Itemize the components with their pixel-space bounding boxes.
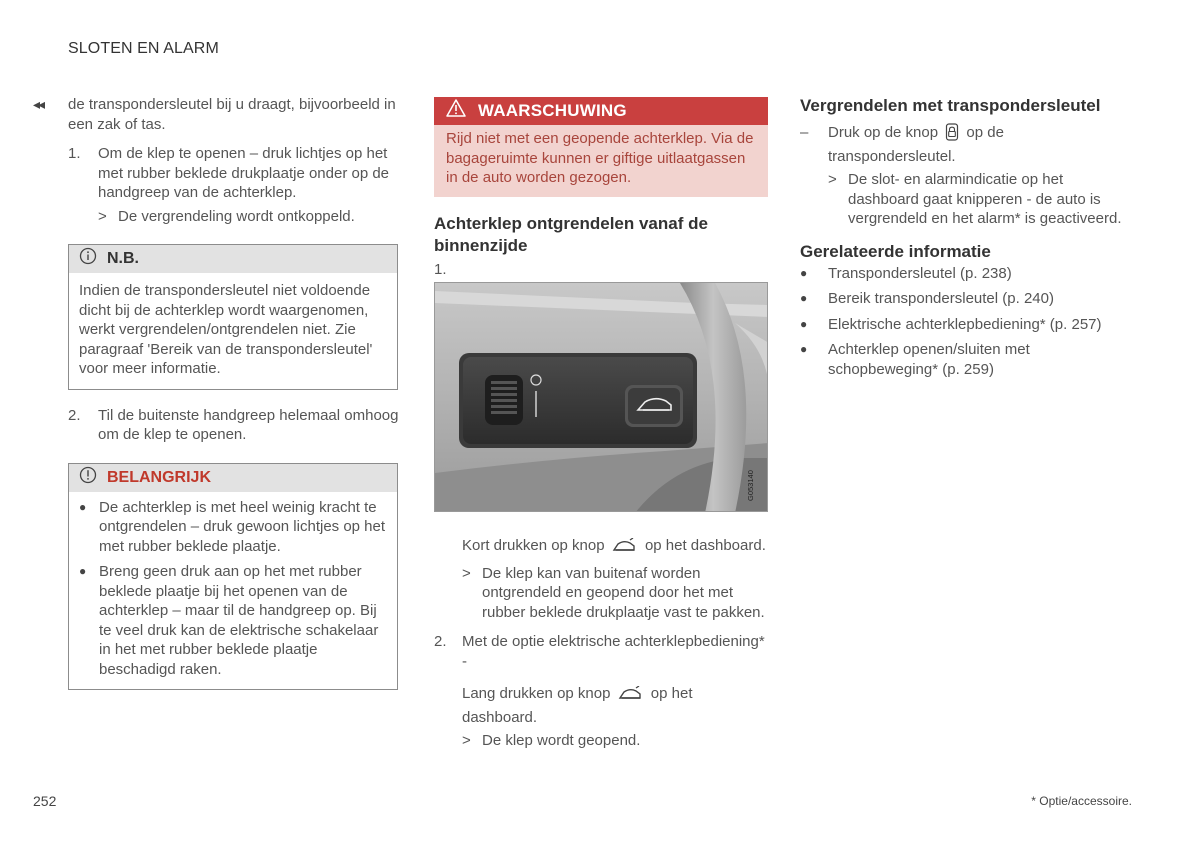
short-press-text-before: Kort drukken op knop (462, 537, 605, 554)
long-press-line (462, 684, 768, 727)
result-text: De slot- en alarmindicatie op het dashboard gaat knipperen - de auto is vergrendeld en het alarm* is geactiveerd. (848, 171, 1122, 227)
step-number: 2. (68, 406, 81, 424)
tailgate-icon (612, 538, 638, 560)
info-icon (79, 247, 97, 271)
nb-box (68, 244, 398, 390)
related-list (800, 264, 1132, 380)
lock-key-icon (945, 123, 959, 147)
result-marker: > (828, 171, 837, 188)
step-number: 1. (434, 260, 447, 278)
column-right (800, 95, 1132, 385)
related-link[interactable] (800, 264, 1132, 284)
step-item (68, 406, 403, 445)
related-link[interactable] (800, 289, 1132, 309)
result-text: De vergrendeling wordt ontkoppeld. (118, 207, 355, 225)
section-heading-lock: Vergrendelen met transpondersleutel (800, 96, 1101, 115)
result-text: De klep wordt geopend. (482, 732, 641, 749)
bullet-text: De achterklep is met heel weinig kracht te ontgrendelen – druk gewoon lichtjes op het met rubber beklede plaatje. (99, 498, 386, 555)
dash-item-text (828, 123, 1132, 166)
warning-title: WAARSCHUWING (478, 101, 627, 121)
continuation-paragraph (33, 95, 403, 134)
dash-text-before: Druk op de knop (828, 124, 939, 141)
long-press-text-before: Lang drukken op knop (462, 685, 611, 702)
related-link[interactable] (800, 315, 1132, 335)
step-item (68, 144, 403, 203)
step-number: 1. (68, 145, 81, 162)
bullet-item (79, 562, 387, 679)
column-middle (434, 97, 768, 751)
footnote: * Optie/accessoire. (1031, 794, 1132, 808)
bullet-item (79, 498, 387, 557)
bullet-dot: ● (800, 342, 808, 356)
image-code: G053140 (746, 470, 755, 501)
step-text: Om de klep te openen – druk lichtjes op het met rubber beklede drukplaatje onder op de handgreep van de achterklep. (98, 145, 390, 201)
tailgate-icon (618, 686, 644, 708)
bullet-dot: ● (800, 316, 808, 331)
section-heading: Achterklep ontgrendelen vanaf de binnenzijde (434, 213, 708, 255)
important-title: BELANGRIJK (107, 468, 212, 486)
page-header: SLOTEN EN ALARM (68, 40, 219, 57)
dash-marker: – (800, 124, 809, 141)
warning-text: Rijd niet met een geopende achterklep. Via de bagageruimte kunnen er giftige uitlaatgassen in de auto worden gezogen. (434, 125, 768, 197)
related-link[interactable] (800, 340, 1132, 379)
related-link-text: Achterklep openen/sluiten met schopbeweging* (p. 259) (828, 341, 1030, 378)
step-text: Til de buitenste handgreep helemaal omhoog om de klep te openen. (98, 406, 399, 443)
dash-item (800, 123, 1132, 166)
short-press-text-after: op het dashboard. (644, 537, 766, 554)
bullet-dot: ● (800, 265, 808, 280)
column-left (33, 95, 403, 690)
result-marker: > (98, 207, 107, 225)
important-box-header (69, 464, 397, 492)
short-press-result (462, 564, 768, 623)
short-press-line (462, 536, 768, 560)
continuation-icon: ◂◂ (33, 96, 44, 112)
related-link-text: Transpondersleutel (p. 238) (828, 264, 1012, 282)
step-text: Met de optie elektrische achterklepbediening* - (462, 633, 765, 670)
dash-result (828, 170, 1132, 229)
bullet-dot: ● (79, 564, 87, 578)
related-link-text: Elektrische achterklepbediening* (p. 257) (828, 315, 1102, 333)
intro-text: de transpondersleutel bij u draagt, bijvoorbeeld in een zak of tas. (68, 96, 396, 133)
step-number: 2. (434, 633, 447, 650)
result-text: De klep kan van buitenaf worden ontgrendeld en geopend door het met rubber beklede drukplaatje vast te pakken. (482, 564, 765, 621)
result-marker: > (462, 564, 471, 582)
warning-box (434, 97, 768, 197)
dashboard-photo (434, 282, 768, 512)
important-box (68, 463, 398, 691)
page-number: 252 (33, 793, 57, 809)
important-body (69, 492, 397, 690)
nb-box-header (69, 245, 397, 273)
bullet-text: Breng geen druk aan op het met rubber beklede plaatje bij het openen van de achterklep – maar til de handgreep op. Bij te veel druk kan de elektrische schakelaar in het met rubber beklede plaatje beschadigd raken. (99, 563, 379, 678)
bullet-dot: ● (800, 291, 808, 305)
long-press-result (462, 731, 768, 751)
result-marker: > (462, 732, 471, 749)
bullet-dot: ● (79, 499, 87, 514)
warning-box-header (434, 97, 768, 125)
nb-text: Indien de transpondersleutel niet voldoende dicht bij de achterklep wordt waargenomen, werkt vergrendelen/ontgrendelen niet. Zie paragraaf 'Bereik van de transpondersleutel' voor meer informatie. (79, 282, 373, 377)
dash-text-after: op de transpondersleutel. (828, 124, 1004, 165)
step-item (434, 632, 768, 671)
long-press-text-after: op het dashboard. (462, 685, 693, 726)
section-heading-related: Gerelateerde informatie (800, 241, 991, 261)
warning-triangle-icon (446, 99, 466, 123)
step-result (98, 207, 403, 227)
exclamation-icon (79, 466, 97, 490)
related-link-text: Bereik transpondersleutel (p. 240) (828, 290, 1054, 307)
nb-title: N.B. (107, 250, 139, 268)
